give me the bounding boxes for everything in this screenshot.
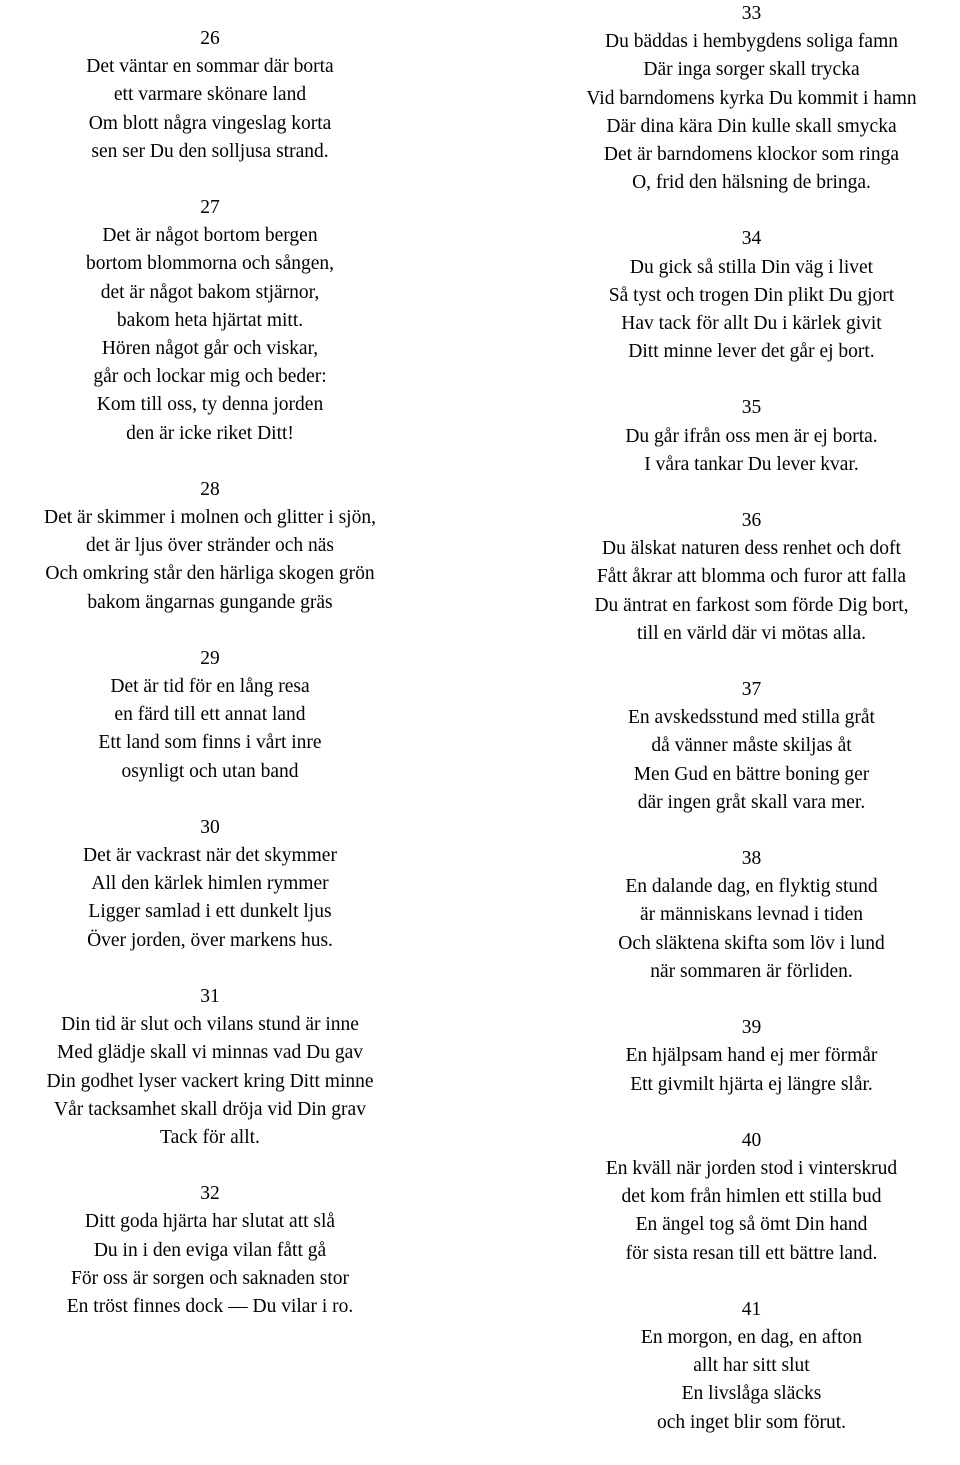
verse-line: Ditt goda hjärta har slutat att slå [84, 1211, 336, 1233]
verse-number: 30 [200, 816, 220, 838]
verse-line: då vänner måste skiljas åt [651, 735, 852, 757]
verse-number: 39 [741, 1017, 762, 1039]
verse-line: Hören något går och viskar, [101, 338, 319, 360]
verse-line: En ängel tog så ömt Din hand [635, 1214, 868, 1236]
verse-number: 35 [741, 397, 762, 419]
verse-line: Du älskat naturen dess renhet och doft [602, 538, 901, 560]
verse-line: Du går ifrån oss men är ej borta. [625, 425, 878, 447]
verse-line: En kväll när jorden stod i vinterskrud [605, 1157, 898, 1179]
verse-line: allt har sitt slut [693, 1355, 810, 1377]
verse-block [543, 394, 960, 479]
verse-line: Ett givmilt hjärta ej längre slår. [630, 1073, 873, 1095]
verse-number: 32 [200, 1183, 220, 1205]
verse-block [0, 194, 420, 448]
verse-block [0, 814, 420, 955]
verse-number: 38 [741, 848, 762, 870]
verse-block [0, 1180, 420, 1321]
verse-line: Ligger samlad i ett dunkelt ljus [88, 901, 332, 923]
verse-line: Med glädje skall vi minnas vad Du gav [57, 1042, 363, 1064]
verse-line: när sommaren är förliden. [650, 960, 853, 982]
verse-line: där ingen gråt skall vara mer. [637, 791, 866, 813]
verse-line: Det är vackrast när det skymmer [83, 845, 337, 867]
verse-line: går och lockar mig och beder: [93, 366, 327, 388]
verse-line: Vid barndomens kyrka Du kommit i hamn [586, 87, 917, 109]
verse-line: Du äntrat en farkost som förde Dig bort, [594, 594, 909, 616]
verse-line: Din tid är slut och vilans stund är inne [61, 1014, 359, 1036]
verse-line: Om blott några vingeslag korta [88, 112, 332, 134]
verse-line: En avskedsstund med stilla gråt [628, 707, 875, 729]
verse-number: 29 [200, 647, 220, 669]
verse-line: Du gick så stilla Din väg i livet [629, 256, 874, 278]
verse-block [543, 1014, 960, 1099]
verse-block [0, 476, 420, 617]
verse-line: till en värld där vi mötas alla. [636, 622, 867, 644]
verse-line: Din godhet lyser vackert kring Ditt minne [46, 1070, 374, 1092]
verse-number: 27 [200, 197, 220, 219]
verse-line: En livslåga släcks [681, 1383, 822, 1405]
verse-line: ett varmare skönare land [113, 84, 307, 106]
verse-number: 34 [741, 228, 762, 250]
verse-line: I våra tankar Du lever kvar. [644, 453, 859, 475]
verse-line: En hjälpsam hand ej mer förmår [625, 1045, 878, 1067]
verse-line: Vår tacksamhet skall dröja vid Din grav [54, 1098, 366, 1120]
verse-line: det är något bakom stjärnor, [100, 281, 320, 303]
verse-line: Det är skimmer i molnen och glitter i sjön, [44, 507, 376, 529]
verse-line: För oss är sorgen och saknaden stor [70, 1267, 349, 1289]
verse-line: Tack för allt. [160, 1126, 260, 1148]
verse-line: Där dina kära Din kulle skall smycka [606, 115, 897, 137]
verse-line: bortom blommorna och sången, [85, 253, 335, 275]
verse-line: är människans levnad i tiden [639, 904, 864, 926]
right-verse-column [543, 0, 960, 1465]
verse-line: Över jorden, över markens hus. [87, 929, 333, 951]
verse-number: 33 [741, 3, 762, 24]
verse-line: All den kärlek himlen rymmer [91, 873, 329, 895]
verse-line: sen ser Du den solljusa strand. [91, 140, 329, 162]
verse-line: bakom ängarnas gungande gräs [87, 591, 333, 613]
verse-line: Hav tack för allt Du i kärlek givit [621, 313, 882, 335]
verse-line: Fått åkrar att blomma och furor att falla [596, 566, 907, 588]
verse-number: 26 [200, 28, 220, 49]
verse-line: Du bäddas i hembygdens soliga famn [605, 31, 898, 53]
verse-block [543, 676, 960, 817]
left-verse-column [0, 0, 420, 1349]
verse-line: en färd till ett annat land [114, 704, 306, 726]
verse-number: 36 [741, 510, 762, 532]
verse-number: 41 [741, 1298, 762, 1320]
verse-number: 28 [200, 478, 220, 500]
verse-block [0, 645, 420, 786]
verse-block [543, 1127, 960, 1268]
verse-line: Så tyst och trogen Din plikt Du gjort [608, 284, 895, 306]
verse-line: den är icke riket Ditt! [126, 422, 294, 444]
verse-line: det är ljus över stränder och näs [86, 535, 334, 557]
verse-line: det kom från himlen ett stilla bud [621, 1186, 882, 1208]
verse-line: Där inga sorger skall trycka [643, 59, 860, 81]
verse-block [0, 983, 420, 1152]
verse-block [543, 0, 960, 197]
verse-line: En morgon, en dag, en afton [640, 1326, 863, 1348]
verse-block [543, 1296, 960, 1437]
verse-number: 40 [741, 1129, 762, 1151]
verse-line: Men Gud en bättre boning ger [633, 763, 870, 785]
verse-number: 37 [741, 679, 762, 701]
verse-line: Det är barndomens klockor som ringa [603, 144, 900, 166]
verse-line: En dalande dag, en flyktig stund [625, 876, 878, 898]
verse-line: Ditt minne lever det går ej bort. [628, 341, 875, 363]
verse-line: bakom heta hjärtat mitt. [116, 309, 304, 331]
verse-number: 31 [200, 985, 220, 1007]
verse-line: En tröst finnes dock — Du vilar i ro. [66, 1295, 354, 1317]
verse-line: Du in i den eviga vilan fått gå [93, 1239, 327, 1261]
verse-line: Kom till oss, ty denna jorden [96, 394, 324, 416]
verse-line: Det är tid för en lång resa [110, 676, 310, 698]
verse-block [543, 225, 960, 366]
verse-line: Det är något bortom bergen [102, 225, 318, 247]
verse-line: Och släktena skifta som löv i lund [618, 932, 885, 954]
verse-block [543, 507, 960, 648]
verse-line: Det väntar en sommar där borta [86, 56, 334, 78]
verse-block [543, 845, 960, 986]
verse-line: Och omkring står den härliga skogen grön [45, 563, 375, 585]
verse-block [0, 25, 420, 166]
verse-line: O, frid den hälsning de bringa. [632, 172, 871, 194]
verse-line: Ett land som finns i vårt inre [98, 732, 322, 754]
verse-line: och inget blir som förut. [656, 1411, 846, 1433]
verse-line: osynligt och utan band [121, 760, 299, 782]
verse-line: för sista resan till ett bättre land. [625, 1242, 878, 1264]
